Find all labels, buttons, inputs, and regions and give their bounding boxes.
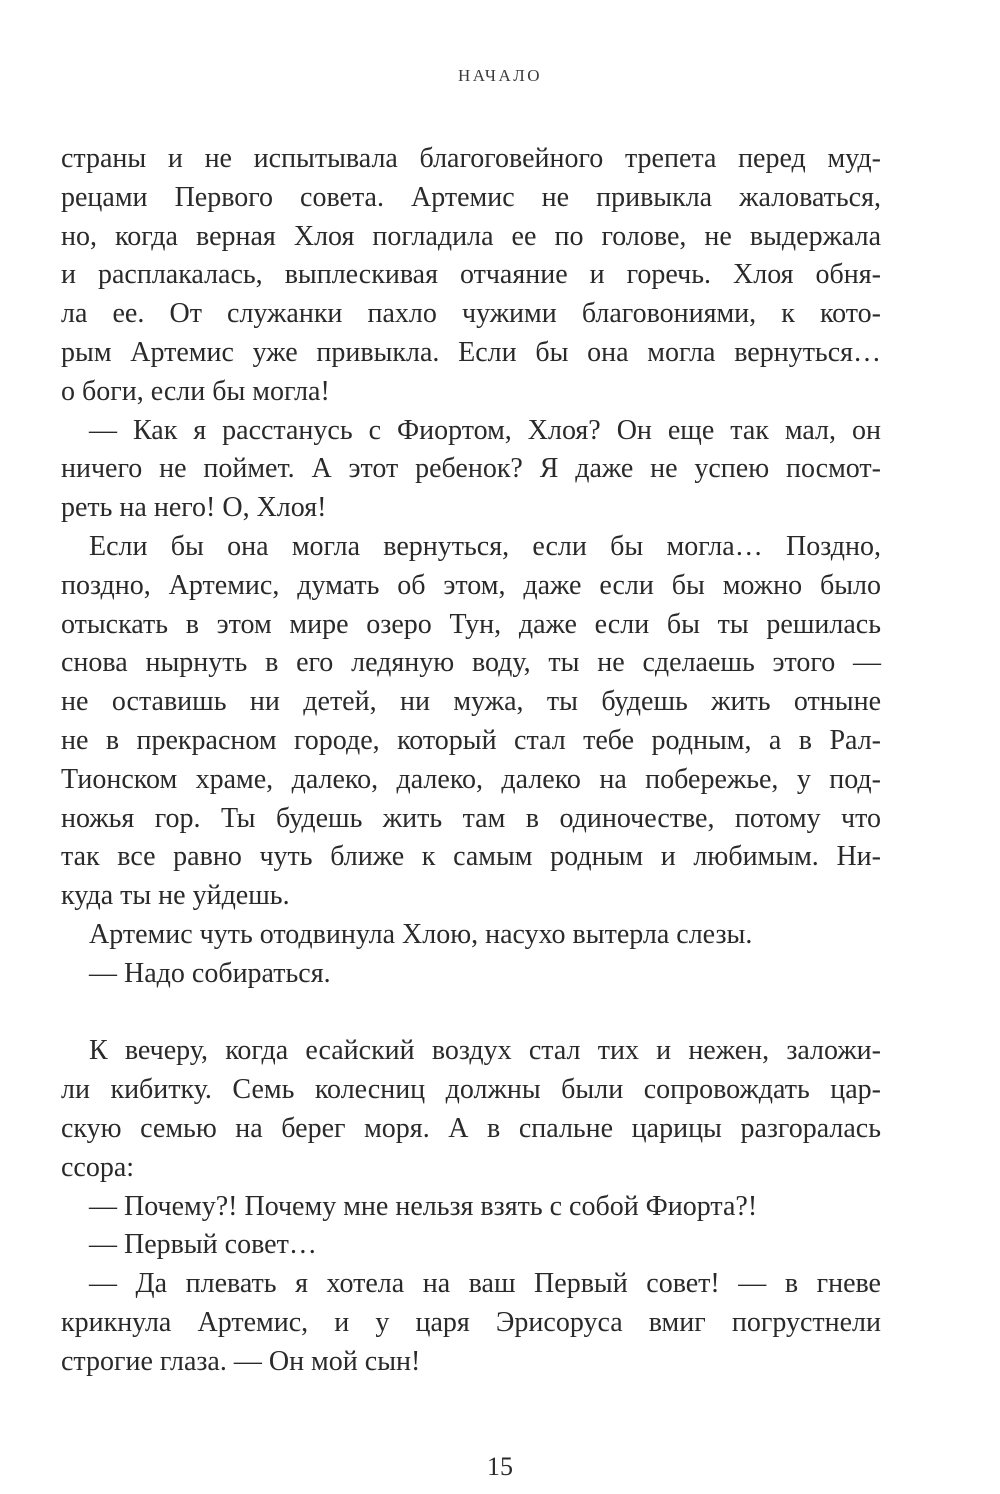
paragraph bbox=[61, 412, 881, 528]
body-text bbox=[61, 140, 881, 1382]
text-line: не оставишь ни детей, ни мужа, ты будешь жить отныне bbox=[61, 686, 881, 718]
text-line: ножья гор. Ты будешь жить там в одиночестве, потому что bbox=[61, 802, 881, 834]
paragraph bbox=[61, 528, 881, 916]
section-break bbox=[61, 994, 881, 1033]
paragraph bbox=[61, 1265, 881, 1381]
text-line: — Да плевать я хотела на ваш Первый совет! — в гневе bbox=[89, 1268, 881, 1300]
text-line: — Надо собираться. bbox=[89, 957, 331, 989]
text-line: Если бы она могла вернуться, если бы могла… Поздно, bbox=[89, 530, 881, 562]
text-line: скую семью на берег моря. А в спальне царицы разгоралась bbox=[61, 1112, 881, 1144]
text-line: поздно, Артемис, думать об этом, даже если бы можно было bbox=[61, 569, 881, 601]
text-line: Артемис чуть отодвинула Хлою, насухо вытерла слезы. bbox=[89, 918, 753, 950]
page-number: 15 bbox=[487, 1452, 513, 1481]
paragraph bbox=[61, 1188, 881, 1227]
text-line: так все равно чуть ближе к самым родным и любимым. Ни- bbox=[61, 841, 881, 873]
text-line: о боги, если бы могла! bbox=[61, 375, 330, 407]
text-line: страны и не испытывала благоговейного трепета перед муд- bbox=[61, 143, 881, 174]
text-line: и расплакалась, выплескивая отчаяние и горечь. Хлоя обня- bbox=[61, 259, 881, 291]
text-line: рецами Первого совета. Артемис не привыкла жаловаться, bbox=[61, 181, 881, 213]
text-line: Тионском храме, далеко, далеко, далеко на побережье, у под- bbox=[61, 763, 881, 795]
text-line: ла ее. От служанки пахло чужими благовониями, к кото- bbox=[61, 298, 881, 330]
text-line: но, когда верная Хлоя погладила ее по голове, не выдержала bbox=[61, 220, 881, 252]
paragraph bbox=[61, 955, 881, 994]
text-line: ссора: bbox=[61, 1151, 135, 1183]
text-line: строгие глаза. — Он мой сын! bbox=[61, 1345, 421, 1377]
text-line: — Первый совет… bbox=[89, 1229, 317, 1261]
text-line: куда ты не уйдешь. bbox=[61, 880, 290, 912]
running-head: НАЧАЛО bbox=[457, 66, 543, 85]
paragraph bbox=[61, 1226, 881, 1265]
text-line: не в прекрасном городе, который стал тебе родным, а в Рал- bbox=[61, 724, 881, 756]
text-line: — Как я расстанусь с Фиортом, Хлоя? Он еще так мал, он bbox=[89, 414, 881, 446]
text-line: крикнула Артемис, и у царя Эрисоруса вмиг погрустнели bbox=[61, 1306, 881, 1338]
text-line: снова нырнуть в его ледяную воду, ты не сделаешь этого — bbox=[61, 647, 881, 679]
text-line: — Почему?! Почему мне нельзя взять с собой Фиорта?! bbox=[89, 1190, 758, 1222]
paragraph bbox=[61, 916, 881, 955]
text-line: отыскать в этом мире озеро Тун, даже если бы ты решилась bbox=[61, 608, 881, 640]
text-line: реть на него! О, Хлоя! bbox=[61, 492, 327, 524]
text-line: К вечеру, когда есайский воздух стал тих и нежен, заложи- bbox=[89, 1035, 881, 1067]
paragraph bbox=[61, 1032, 881, 1187]
text-line: ли кибитку. Семь колесниц должны были сопровождать цар- bbox=[61, 1074, 881, 1106]
text-line: рым Артемис уже привыкла. Если бы она могла вернуться… bbox=[61, 336, 881, 368]
text-line: ничего не поймет. А этот ребенок? Я даже не успею посмот- bbox=[61, 453, 881, 485]
paragraph bbox=[61, 140, 881, 412]
